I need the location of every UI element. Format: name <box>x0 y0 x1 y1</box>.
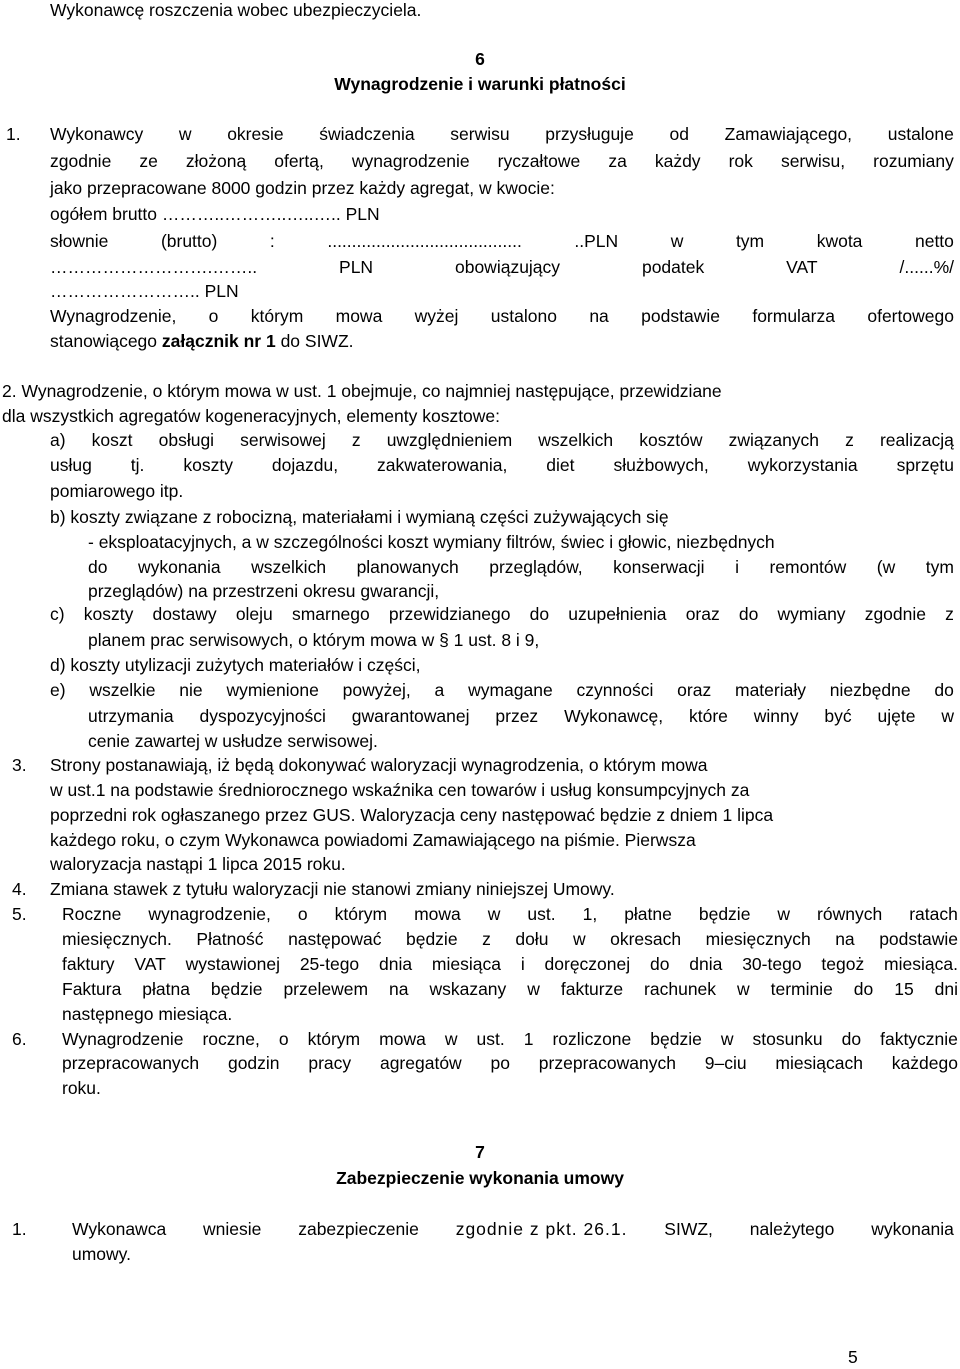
word: wynagrodzenie <box>351 151 470 171</box>
item-2a-line <box>50 453 954 477</box>
section-6-title: Wynagrodzenie i warunki płatności <box>334 74 626 94</box>
word: zgodnie <box>864 604 927 624</box>
word: miesiąca <box>431 954 501 974</box>
word: przewidzianego <box>388 604 511 624</box>
word: i <box>520 954 525 974</box>
word: przeglądów, <box>489 557 583 577</box>
word: dnia <box>689 954 723 974</box>
word: wskazany <box>429 979 507 999</box>
word: wyżej <box>414 306 459 326</box>
word: na <box>835 929 855 949</box>
word: dnia <box>379 954 413 974</box>
word: ……………………….…….. <box>50 257 258 277</box>
word: zabezpieczenie <box>298 1219 419 1239</box>
word: ust. <box>476 1029 505 1049</box>
word: wszelkich <box>538 430 614 450</box>
word: dni <box>934 979 958 999</box>
word: być <box>824 706 852 726</box>
word: dołu <box>515 929 549 949</box>
word: a <box>434 680 445 700</box>
word: planowanych <box>356 557 459 577</box>
word: kwota <box>816 231 863 251</box>
word: serwisu, <box>780 151 846 171</box>
word: dojazdu, <box>271 455 339 475</box>
word: smarnego <box>291 604 370 624</box>
word: w <box>720 1029 734 1049</box>
word: będzie <box>650 1029 702 1049</box>
item-2a-line <box>50 428 954 452</box>
word: powyżej, <box>342 680 411 700</box>
word: wymiany <box>777 604 846 624</box>
word: mowa <box>414 904 461 924</box>
word: płatna <box>142 979 190 999</box>
word: miesięcznych <box>705 929 811 949</box>
word: dostawy <box>152 604 217 624</box>
word: o <box>297 904 308 924</box>
word: rozumiany <box>873 151 954 171</box>
word: okresie <box>227 124 284 144</box>
item-2b-line <box>88 555 954 579</box>
word: materiały <box>735 680 806 700</box>
item-2e-line <box>50 678 954 702</box>
item-1-line <box>50 304 954 328</box>
word: zgodnie z pkt. 26.1. <box>455 1219 628 1239</box>
word: podatek <box>641 257 705 277</box>
word: (w <box>876 557 896 577</box>
word: fakturze <box>560 979 624 999</box>
item-3-line: waloryzacja nastąpi 1 lipca 2015 roku. <box>50 854 346 874</box>
word: do <box>529 604 550 624</box>
word: agregatów <box>379 1053 462 1073</box>
word: koszt <box>91 430 133 450</box>
word: a) <box>50 430 66 450</box>
word: ustalone <box>887 124 954 144</box>
attachment-reference: załącznik nr 1 <box>161 331 276 351</box>
word: diet <box>546 455 575 475</box>
item-2-line: dla wszystkich agregatów kogeneracyjnych, elementy kosztowe: <box>2 406 501 426</box>
item-3-line: poprzedni rok ogłaszanego przez GUS. Waloryzacja ceny następować będzie z dniem 1 lipca <box>50 805 774 825</box>
word: godzin <box>227 1053 280 1073</box>
word: Roczne <box>62 904 122 924</box>
word: wykonania <box>871 1219 954 1239</box>
word: równych <box>817 904 883 924</box>
item-1-number: 1. <box>6 124 21 144</box>
word: : <box>269 231 275 251</box>
word: przysługuje <box>545 124 634 144</box>
word: każdy <box>654 151 701 171</box>
word: formularza <box>752 306 835 326</box>
word: do <box>649 954 670 974</box>
word: usług <box>50 455 92 475</box>
item-1-line <box>50 122 954 146</box>
word: należytego <box>749 1219 835 1239</box>
item-3-number: 3. <box>12 755 27 775</box>
item-3-line: każdego roku, o czym Wykonawca powiadomi Zamawiającego na piśmie. Pierwsza <box>50 830 696 850</box>
word: doręczonej <box>544 954 631 974</box>
word: tym <box>925 557 954 577</box>
word: w <box>941 706 954 726</box>
word: 15 <box>894 979 914 999</box>
word: netto <box>914 231 954 251</box>
item-5-line <box>62 902 958 926</box>
word: rok <box>728 151 753 171</box>
word: gwarantowanej <box>351 706 470 726</box>
word: okresach <box>610 929 682 949</box>
word: wszelkich <box>251 557 327 577</box>
item-2c-line: planem prac serwisowych, o którym mowa w § 1 ust. 8 i 9, <box>88 630 540 650</box>
word: wystawionej <box>185 954 280 974</box>
word: w <box>444 1029 458 1049</box>
word: o <box>208 306 219 326</box>
word: kosztów <box>639 430 703 450</box>
word: którym <box>334 904 388 924</box>
word: w <box>572 929 586 949</box>
word: ........................................ <box>327 231 522 251</box>
word: do <box>88 557 108 577</box>
word: słownie <box>50 231 109 251</box>
word: do <box>841 1029 862 1049</box>
word: c) <box>50 604 65 624</box>
item-5-line: następnego miesiąca. <box>62 1004 233 1024</box>
word: związanych <box>728 430 820 450</box>
word: obowiązujący <box>454 257 561 277</box>
word: remontów <box>769 557 847 577</box>
word: tegoż <box>821 954 865 974</box>
word: z <box>482 929 491 949</box>
word: o <box>278 1029 289 1049</box>
word: złożoną <box>185 151 247 171</box>
word: do <box>738 604 759 624</box>
word: koszty <box>83 604 134 624</box>
section-7-item-1-line: umowy. <box>72 1244 131 1264</box>
word: 1, <box>582 904 598 924</box>
item-4-number: 4. <box>12 879 27 899</box>
section-7-title: Zabezpieczenie wykonania umowy <box>336 1168 624 1188</box>
item-5-number: 5. <box>12 904 27 924</box>
word: do <box>853 979 874 999</box>
word: ryczałtowe <box>497 151 581 171</box>
word: (brutto) <box>160 231 218 251</box>
word: tj. <box>130 455 145 475</box>
word: ujęte <box>877 706 916 726</box>
word: do <box>934 680 954 700</box>
item-1-line: ogółem brutto ………..………..…..….. PLN <box>50 204 380 224</box>
word: pracy <box>308 1053 352 1073</box>
word: przelewem <box>283 979 369 999</box>
item-1-line <box>50 149 954 173</box>
word: /......%/ <box>899 257 954 277</box>
word: na <box>589 306 609 326</box>
word: Wynagrodzenie <box>62 1029 184 1049</box>
word: 30-tego <box>742 954 802 974</box>
word: przepracowanych <box>62 1053 200 1073</box>
item-6-line <box>62 1051 958 1075</box>
item-2d-line: d) koszty utylizacji zużytych materiałów i części, <box>50 655 421 675</box>
top-line: Wykonawcę roszczenia wobec ubezpieczyciela. <box>50 0 422 20</box>
word: stosunku <box>752 1029 823 1049</box>
word: które <box>688 706 728 726</box>
word: tym <box>735 231 765 251</box>
word: faktycznie <box>880 1029 958 1049</box>
item-2c-line <box>50 602 954 626</box>
word: w <box>777 904 791 924</box>
word: zgodnie <box>50 151 112 171</box>
word: w <box>737 979 750 999</box>
word: którym <box>250 306 304 326</box>
word: 1 <box>523 1029 534 1049</box>
word: serwisowej <box>240 430 326 450</box>
word: podstawie <box>641 306 720 326</box>
word: realizacją <box>879 430 954 450</box>
word: rozliczone <box>552 1029 632 1049</box>
word: dyspozycyjności <box>199 706 326 726</box>
word: służbowych, <box>613 455 709 475</box>
word: każdego <box>891 1053 958 1073</box>
word: następować <box>288 929 382 949</box>
word: wynagrodzenie, <box>148 904 271 924</box>
word: mowa <box>335 306 383 326</box>
word: Wykonawcy <box>50 124 144 144</box>
word: serwisu <box>450 124 510 144</box>
word: zakwaterowania, <box>377 455 508 475</box>
item-6-number: 6. <box>12 1029 27 1049</box>
word: Zamawiającego, <box>724 124 853 144</box>
word: koszty <box>183 455 233 475</box>
word: będzie <box>210 979 263 999</box>
section-7-item-1-number: 1. <box>12 1219 27 1239</box>
word: wymagane <box>468 680 553 700</box>
item-1-line: …………………….. PLN <box>50 281 239 301</box>
word: VAT <box>134 954 166 974</box>
word: sprzętu <box>896 455 954 475</box>
word: utrzymania <box>88 706 174 726</box>
item-6-line <box>62 1027 958 1051</box>
word: będzie <box>698 904 751 924</box>
item-2e-line: cenie zawartej w usłudze serwisowej. <box>88 731 378 751</box>
word: miesiąca. <box>884 954 958 974</box>
word: czynności <box>576 680 654 700</box>
word: Faktura <box>62 979 122 999</box>
word: oraz <box>677 680 712 700</box>
word: za <box>608 151 627 171</box>
word: w <box>487 904 501 924</box>
item-6-line: roku. <box>62 1078 101 1098</box>
word: w <box>670 231 684 251</box>
item-2b-line: przeglądów) na przestrzeni okresu gwarancji, <box>88 581 440 601</box>
word: z <box>351 430 361 450</box>
word: ofertą, <box>274 151 324 171</box>
word: którym <box>307 1029 361 1049</box>
word: świadczenia <box>319 124 415 144</box>
word: 9–ciu <box>704 1053 747 1073</box>
word: mowa <box>379 1029 426 1049</box>
word: Wynagrodzenie, <box>50 306 177 326</box>
item-2b-line: - eksploatacyjnych, a w szczególności koszt wymiany filtrów, świec i głowic, niezbędnych <box>88 532 775 552</box>
word: w <box>178 124 192 144</box>
word: wniesie <box>203 1219 262 1239</box>
word: ze <box>139 151 158 171</box>
word: podstawie <box>879 929 958 949</box>
item-1-line <box>50 255 954 279</box>
word: konserwacji <box>613 557 705 577</box>
word: Wykonawca <box>72 1219 167 1239</box>
word: obsługi <box>158 430 215 450</box>
word: z <box>945 604 954 624</box>
word: wymienione <box>226 680 319 700</box>
item-5-line <box>62 952 958 976</box>
word: z <box>845 430 854 450</box>
section-6-number: 6 <box>475 49 485 69</box>
word: Płatność <box>196 929 264 949</box>
word: ofertowego <box>867 306 954 326</box>
word: w <box>527 979 540 999</box>
word: VAT <box>786 257 818 277</box>
word: SIWZ, <box>664 1219 713 1239</box>
word: PLN <box>339 257 374 277</box>
word: wszelkie <box>89 680 156 700</box>
item-3-line: Strony postanawiają, iż będą dokonywać waloryzacji wynagrodzenia, o którym mowa <box>50 755 708 775</box>
word: przez <box>495 706 539 726</box>
item-1-line <box>50 229 954 253</box>
item-2a-line: pomiarowego itp. <box>50 481 184 501</box>
word: oleju <box>235 604 273 624</box>
word: niezbędne <box>829 680 911 700</box>
word: uwzględnieniem <box>386 430 513 450</box>
word: będzie <box>405 929 458 949</box>
word: ustalono <box>490 306 557 326</box>
item-1-last-line: stanowiącego załącznik nr 1 do SIWZ. <box>50 331 354 351</box>
word: uzupełnienia <box>568 604 667 624</box>
item-3-line: w ust.1 na podstawie średniorocznego wskaźnika cen towarów i usług konsumpcyjnych za <box>50 780 750 800</box>
word: przepracowanych <box>538 1053 676 1073</box>
item-1-line: jako przepracowane 8000 godzin przez każdy agregat, w kwocie: <box>50 178 555 198</box>
word: nie <box>179 680 203 700</box>
word: roczne, <box>202 1029 260 1049</box>
word: miesięcznych. <box>62 929 172 949</box>
item-2e-line <box>88 704 954 728</box>
word: i <box>735 557 739 577</box>
item-2-line: 2. Wynagrodzenie, o którym mowa w ust. 1 obejmuje, co najmniej następujące, przewidziane <box>2 381 722 401</box>
item-4-text: Zmiana stawek z tytułu waloryzacji nie stanowi zmiany niniejszej Umowy. <box>50 879 615 899</box>
item-2b-line: b) koszty związane z robocizną, materiałami i wymianą części zużywających się <box>50 507 669 527</box>
word: faktury <box>62 954 115 974</box>
word: Wykonawcę, <box>564 706 664 726</box>
word: miesiącach <box>775 1053 863 1073</box>
word: ..PLN <box>574 231 619 251</box>
word: terminie <box>770 979 833 999</box>
item-5-line <box>62 927 958 951</box>
word: e) <box>50 680 66 700</box>
item-5-line <box>62 977 958 1001</box>
word: po <box>490 1053 510 1073</box>
word: 25-tego <box>299 954 360 974</box>
section-7-number: 7 <box>475 1142 485 1162</box>
word: od <box>669 124 689 144</box>
word: wykonania <box>137 557 221 577</box>
word: wykorzystania <box>747 455 858 475</box>
page-number: 5 <box>848 1347 858 1367</box>
word: ust. <box>527 904 556 924</box>
word: płatne <box>624 904 672 924</box>
word: winny <box>753 706 799 726</box>
word: oraz <box>685 604 720 624</box>
word: na <box>389 979 409 999</box>
word: ratach <box>909 904 958 924</box>
section-7-item-1-line <box>72 1217 954 1241</box>
word: rachunek <box>644 979 717 999</box>
